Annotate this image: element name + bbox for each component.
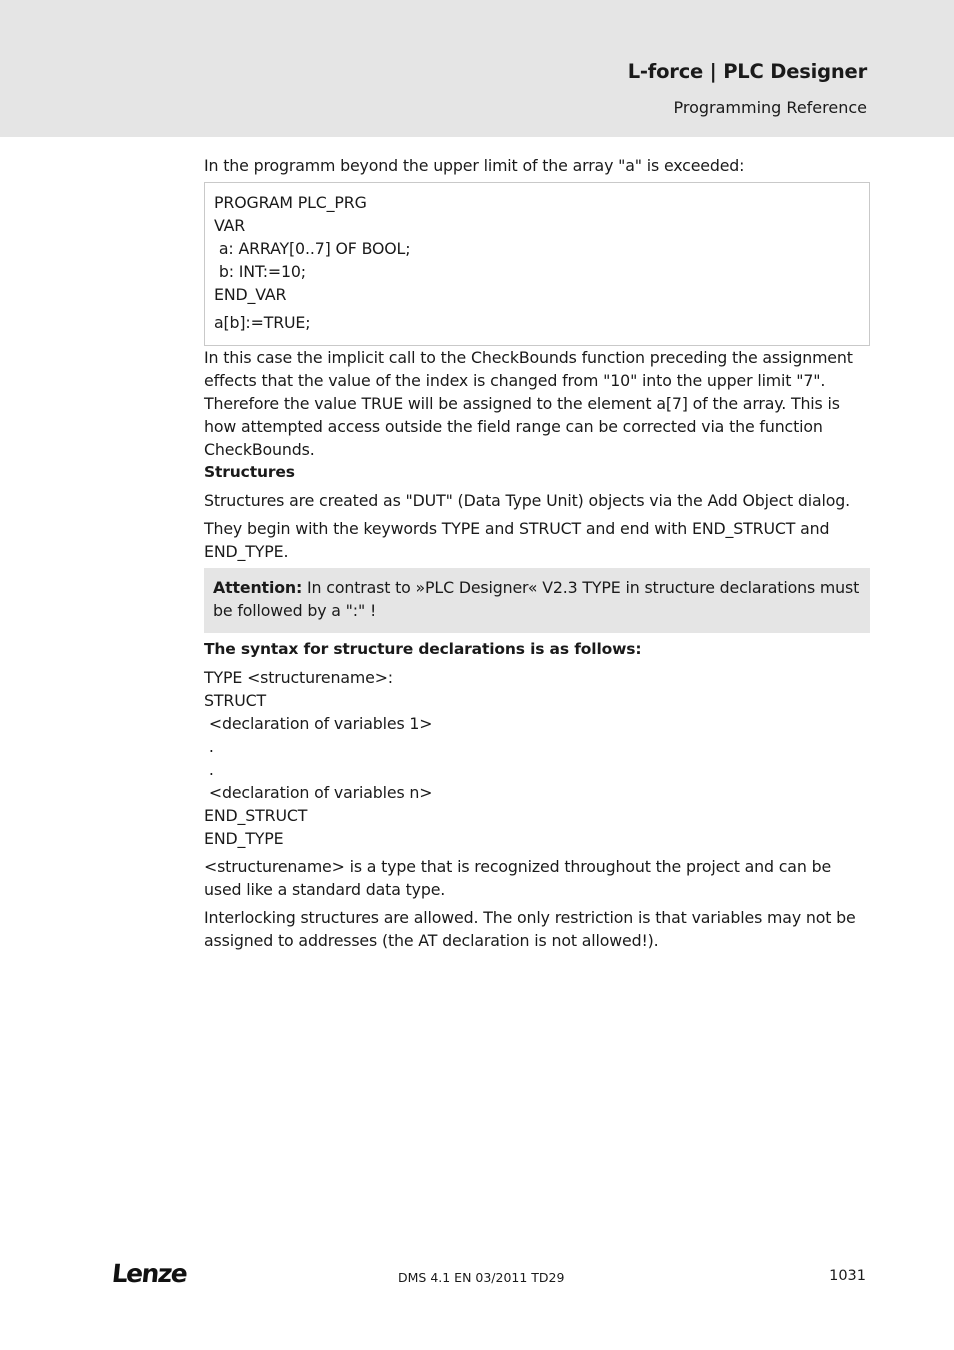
code-line: a: ARRAY[0..7] OF BOOL; bbox=[214, 239, 411, 258]
page-header bbox=[0, 0, 954, 137]
document-subtitle: Programming Reference bbox=[673, 98, 867, 117]
code-line: END_VAR bbox=[214, 285, 287, 304]
attention-label: Attention: bbox=[213, 578, 303, 597]
section-heading: Structures bbox=[204, 463, 295, 481]
code-line: a[b]:=TRUE; bbox=[214, 313, 311, 332]
intro-paragraph: In the programm beyond the upper limit of the array "a" is exceeded: bbox=[204, 156, 745, 175]
structures-paragraph-2: They begin with the keywords TYPE and STRUCT and end with END_STRUCT and END_TYPE. bbox=[204, 519, 830, 561]
syntax-block bbox=[204, 666, 870, 850]
page-content bbox=[204, 154, 870, 952]
structurename-paragraph: <structurename> is a type that is recognized throughout the project and can be used like a standard data type. bbox=[204, 857, 832, 899]
interlocking-paragraph: Interlocking structures are allowed. The only restriction is that variables may not be assigned to addresses (the AT declaration is not allowed!). bbox=[204, 908, 856, 950]
syntax-line: <declaration of variables 1> bbox=[204, 714, 433, 733]
attention-text: In contrast to »PLC Designer« V2.3 TYPE in structure declarations must be followed by a ":" ! bbox=[213, 578, 860, 620]
code-line: b: INT:=10; bbox=[214, 262, 306, 281]
syntax-line: END_TYPE bbox=[204, 829, 284, 848]
code-line: PROGRAM PLC_PRG bbox=[214, 193, 367, 212]
code-line: VAR bbox=[214, 216, 246, 235]
lenze-logo: Lenze bbox=[110, 1259, 188, 1288]
explanation-paragraph: In this case the implicit call to the CheckBounds function preceding the assignment effects that the value of the index is changed from "10" into the upper limit "7". Therefore the value TRUE will be assigned to the element a[7] of the array. This is how attempted access outside the field range can be corrected via the function CheckBounds. bbox=[204, 348, 853, 459]
code-example-box bbox=[204, 182, 870, 346]
attention-note bbox=[204, 568, 870, 633]
syntax-line: <declaration of variables n> bbox=[204, 783, 433, 802]
syntax-line: STRUCT bbox=[204, 691, 266, 710]
page-number: 1031 bbox=[829, 1268, 866, 1284]
syntax-line: . bbox=[204, 737, 214, 756]
syntax-line: TYPE <structurename>: bbox=[204, 668, 393, 687]
syntax-line: . bbox=[204, 760, 214, 779]
syntax-heading: The syntax for structure declarations is as follows: bbox=[204, 640, 642, 658]
document-id: DMS 4.1 EN 03/2011 TD29 bbox=[398, 1270, 565, 1285]
document-title: L-force | PLC Designer bbox=[627, 60, 867, 83]
syntax-line: END_STRUCT bbox=[204, 806, 308, 825]
structures-paragraph-1: Structures are created as "DUT" (Data Type Unit) objects via the Add Object dialog. bbox=[204, 491, 851, 510]
